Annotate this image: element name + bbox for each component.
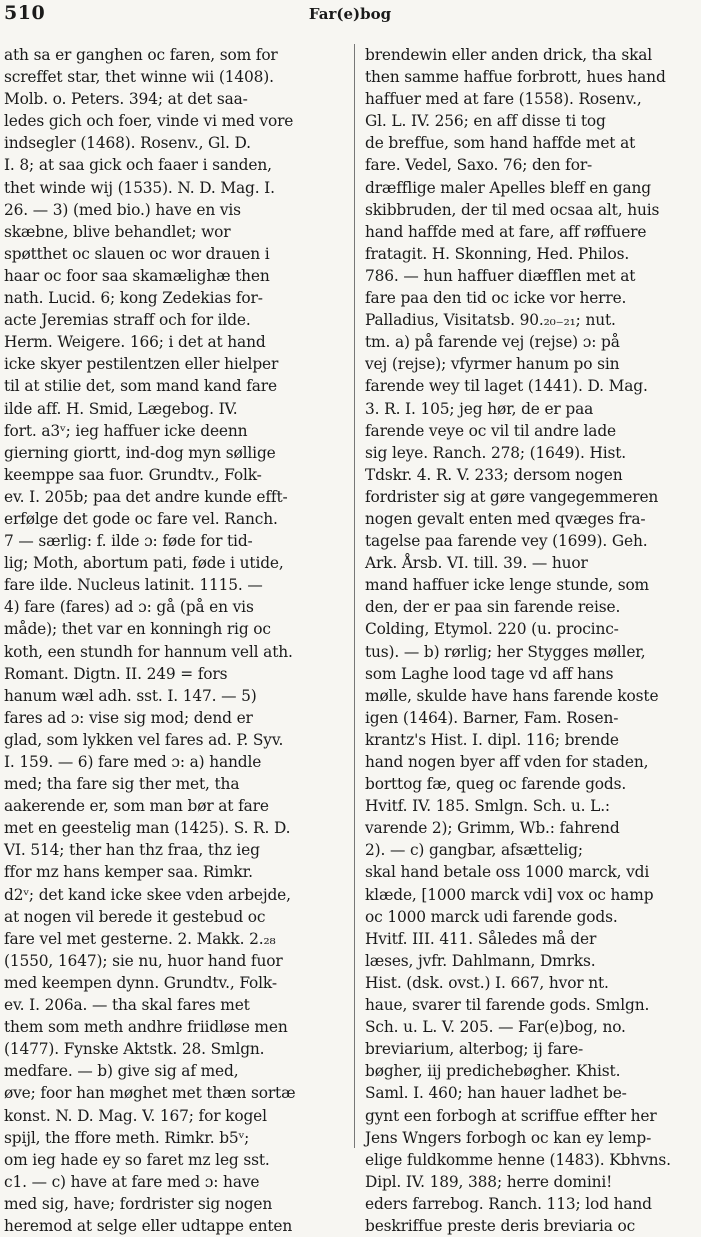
text-line: ilde aff. H. Smid, Lægebog. IV.: [4, 399, 238, 418]
text-line: beskriffue preste deris breviaria oc: [365, 1216, 636, 1235]
text-line: screffet star, thet winne wii (1408).: [4, 68, 274, 87]
text-line: 3. R. I. 105; jeg hør, de er paa: [365, 399, 594, 418]
text-line: krantz's Hist. I. dipl. 116; brende: [365, 730, 619, 749]
text-line: fare. Vedel, Saxo. 76; den for-: [365, 156, 593, 175]
text-line: Hist. (dsk. ovst.) I. 667, hvor nt.: [365, 973, 609, 992]
page-number: 510: [4, 2, 46, 24]
text-line: ev. I. 205b; paa det andre kunde efft-: [4, 487, 288, 506]
text-line: mølle, skulde have hans farende koste: [365, 686, 659, 705]
text-line: c1. — c) have at fare med ɔ: have: [4, 1172, 260, 1191]
text-line: Gl. L. IV. 256; en aff disse ti tog: [365, 112, 606, 131]
text-line: (1477). Fynske Aktstk. 28. Smlgn.: [4, 1040, 265, 1059]
text-line: icke skyer pestilentzen eller hielper: [4, 355, 279, 374]
text-line: nogen gevalt enten med qvæges fra-: [365, 509, 646, 528]
text-line: lig; Moth, abortum pati, føde i utide,: [4, 554, 284, 573]
text-line: med sig, have; fordrister sig nogen: [4, 1194, 273, 1213]
text-line: bøgher, iij predichebøgher. Khist.: [365, 1062, 621, 1081]
text-line: ath sa er ganghen oc faren, som for: [4, 46, 278, 64]
text-line: dræfflige maler Apelles bleff en gang: [365, 178, 651, 197]
text-line: eders farrebog. Ranch. 113; lod hand: [365, 1194, 652, 1213]
text-line: nath. Lucid. 6; kong Zedekias for-: [4, 289, 263, 308]
text-line: om ieg hade ey so faret mz leg sst.: [4, 1150, 270, 1169]
text-line: 786. — hun haffuer diæfflen met at: [365, 266, 636, 285]
text-line: haue, svarer til farende gods. Smlgn.: [365, 996, 650, 1015]
text-line: den, der er paa sin farende reise.: [365, 598, 621, 617]
right-column: [365, 44, 701, 1235]
text-line: aakerende er, som man bør at fare: [4, 797, 269, 816]
text-line: d2ᵛ; det kand icke skee vden arbejde,: [4, 885, 291, 904]
page-header: [0, 2, 700, 30]
text-line: koth, een stundh for hannum vell ath.: [4, 642, 293, 661]
text-line: farende veye oc vil til andre lade: [365, 421, 616, 440]
text-line: som Laghe lood tage vd aff hans: [365, 664, 614, 683]
text-line: erfølge det gode oc fare vel. Ranch.: [4, 509, 278, 528]
text-line: breviarium, alterbog; ij fare-: [365, 1040, 584, 1059]
text-line: at nogen vil berede it gestebud oc: [4, 907, 266, 926]
text-line: skal hand betale oss 1000 marck, vdi: [365, 863, 650, 882]
text-line: hand nogen byer aff vden for staden,: [365, 753, 649, 771]
text-line: acte Jeremias straff och for ilde.: [4, 311, 251, 330]
text-line: glad, som lykken vel fares ad. P. Syv.: [4, 730, 284, 749]
text-line: skibbruden, der til med ocsaa alt, huis: [365, 200, 660, 219]
text-line: ffor mz hans kemper saa. Rimkr.: [4, 863, 253, 882]
text-line: fordrister sig at gøre vangegemmeren: [365, 487, 659, 506]
text-line: Molb. o. Peters. 394; at det saa-: [4, 90, 248, 109]
text-line: skæbne, blive behandlet; wor: [4, 222, 231, 241]
text-line: fare paa den tid oc icke vor herre.: [365, 289, 627, 308]
text-line: fratagit. H. Skonning, Hed. Philos.: [365, 244, 630, 263]
text-line: hand haffde med at fare, aff røffuere: [365, 222, 647, 241]
text-line: haffuer med at fare (1558). Rosenv.,: [365, 90, 642, 109]
text-line: I. 159. — 6) fare med ɔ: a) handle: [4, 753, 262, 771]
text-line: brendewin eller anden drick, tha skal: [365, 46, 653, 64]
text-line: hanum wæl adh. sst. I. 147. — 5): [4, 686, 257, 705]
text-line: then samme haffue forbrott, hues hand: [365, 68, 666, 87]
text-line: sig leye. Ranch. 278; (1649). Hist.: [365, 443, 627, 462]
text-line: ev. I. 206a. — tha skal fares met: [4, 996, 250, 1015]
text-line: varende 2); Grimm, Wb.: fahrend: [365, 819, 620, 838]
text-line: met en geestelig man (1425). S. R. D.: [4, 819, 291, 838]
text-line: med; tha fare sig ther met, tha: [4, 775, 240, 794]
text-line: Colding, Etymol. 220 (u. procinc-: [365, 620, 619, 639]
text-line: Ark. Årsb. VI. till. 39. — huor: [365, 554, 588, 573]
text-line: de breffue, som hand haffde met at: [365, 134, 636, 153]
text-line: 2). — c) gangbar, afsættelig;: [365, 841, 583, 860]
text-line: 26. — 3) (med bio.) have en vis: [4, 200, 241, 219]
text-line: Palladius, Visitatsb. 90.₂₀₋₂₁; nut.: [365, 311, 616, 330]
text-line: vej (rejse); vfyrmer hanum po sin: [365, 355, 620, 374]
text-line: (1550, 1647); sie nu, huor hand fuor: [4, 951, 283, 970]
text-line: tm. a) på farende vej (rejse) ɔ: på: [365, 333, 620, 352]
text-line: Dipl. IV. 189, 388; herre domini!: [365, 1172, 613, 1191]
text-line: VI. 514; ther han thz fraa, thz ieg: [4, 841, 260, 860]
text-line: øve; foor han møghet met thæn sortæ: [4, 1084, 296, 1103]
text-line: medfare. — b) give sig af med,: [4, 1062, 239, 1081]
text-line: spøtthet oc slauen oc wor drauen i: [4, 244, 270, 263]
text-line: igen (1464). Barner, Fam. Rosen-: [365, 708, 619, 727]
text-line: thet winde wij (1535). N. D. Mag. I.: [4, 178, 275, 197]
text-line: ledes gich och foer, vinde vi med vore: [4, 112, 294, 131]
text-line: mand haffuer icke lenge stunde, som: [365, 576, 650, 595]
text-line: farende wey til laget (1441). D. Mag.: [365, 377, 648, 396]
text-line: elige fuldkomme henne (1483). Kbhvns.: [365, 1150, 671, 1169]
text-line: læses, jvfr. Dahlmann, Dmrks.: [365, 951, 596, 970]
column-divider: [354, 44, 355, 1148]
text-line: Jens Wngers forbogh oc kan ey lemp-: [365, 1128, 652, 1147]
text-line: fare vel met gesterne. 2. Makk. 2.₂₈: [4, 929, 276, 948]
text-line: til at stilie det, som mand kand fare: [4, 377, 277, 396]
text-line: Hvitf. III. 411. Således må der: [365, 929, 597, 948]
text-line: indsegler (1468). Rosenv., Gl. D.: [4, 134, 251, 153]
text-line: tus). — b) rørlig; her Stygges møller,: [365, 642, 646, 661]
text-line: Sch. u. L. V. 205. — Far(e)bog, no.: [365, 1018, 626, 1037]
text-line: klæde, [1000 marck vdi] vox oc hamp: [365, 885, 654, 904]
text-line: oc 1000 marck udi farende gods.: [365, 907, 618, 926]
text-line: keemppe saa fuor. Grundtv., Folk-: [4, 465, 262, 484]
running-head: Far(e)bog: [308, 5, 392, 23]
text-line: med keempen dynn. Grundtv., Folk-: [4, 973, 277, 992]
text-line: tagelse paa farende vey (1699). Geh.: [365, 532, 648, 551]
text-line: I. 8; at saa gick och faaer i sanden,: [4, 156, 272, 175]
text-line: Saml. I. 460; han hauer ladhet be-: [365, 1084, 627, 1103]
text-line: heremod at selge eller udtappe enten: [4, 1216, 293, 1235]
text-line: konst. N. D. Mag. V. 167; for kogel: [4, 1106, 267, 1125]
text-line: fares ad ɔ: vise sig mod; dend er: [4, 708, 253, 727]
text-line: borttog fæ, queg oc farende gods.: [365, 775, 627, 794]
text-line: 4) fare (fares) ad ɔ: gå (på en vis: [4, 598, 254, 617]
text-line: gierning giortt, ind-dog myn søllige: [4, 443, 276, 462]
text-line: them som meth andhre friidløse men: [4, 1018, 288, 1037]
text-line: 7 — særlig: f. ilde ɔ: føde for tid-: [4, 532, 253, 551]
text-line: måde); thet var en konningh rig oc: [4, 620, 271, 639]
text-line: Romant. Digtn. II. 249 = fors: [4, 664, 228, 683]
text-line: fort. a3ᵛ; ieg haffuer icke deenn: [4, 421, 248, 440]
text-line: fare ilde. Nucleus latinit. 1115. —: [4, 576, 263, 595]
text-line: Herm. Weigere. 166; i det at hand: [4, 333, 266, 352]
text-line: Tdskr. 4. R. V. 233; dersom nogen: [365, 465, 623, 484]
left-column: [4, 44, 340, 1235]
text-line: haar oc foor saa skamælighæ then: [4, 266, 270, 285]
text-line: spijl, the ffore meth. Rimkr. b5ᵛ;: [4, 1128, 250, 1147]
text-line: Hvitf. IV. 185. Smlgn. Sch. u. L.:: [365, 797, 610, 816]
text-line: gynt een forbogh at scriffue effter her: [365, 1106, 657, 1125]
